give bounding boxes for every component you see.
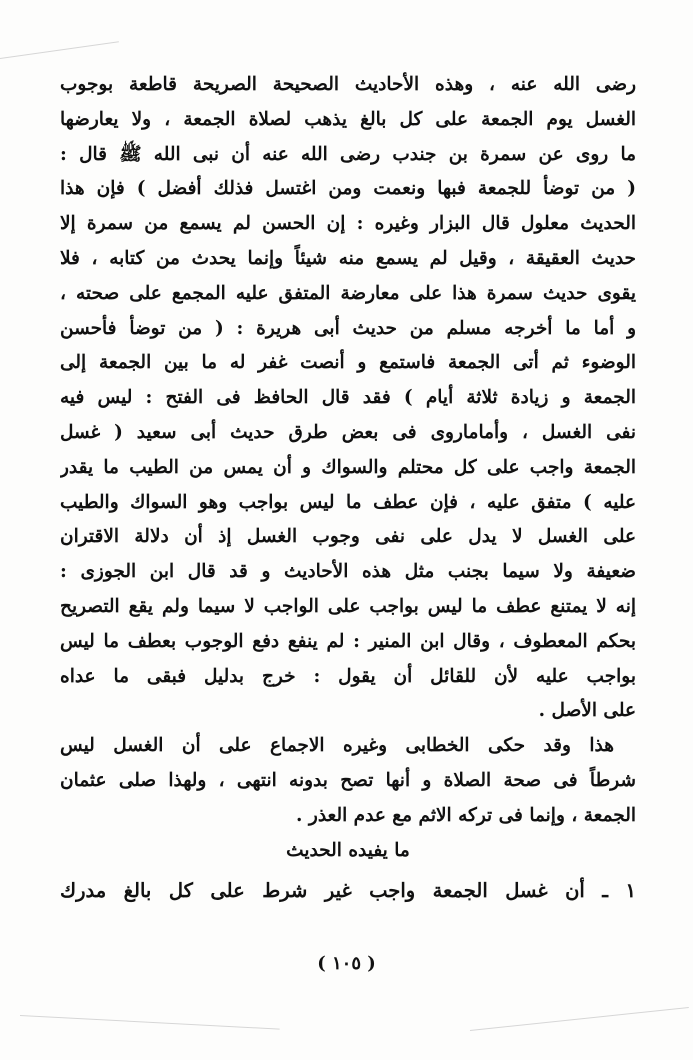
text-line: رضى الله عنه ، وهذه الأحاديث الصحيحة الصريحة قاطعة بوجوب: [60, 74, 636, 95]
text-line: يقوى حديث سمرة هذا على معارضة المتفق عليه المجمع على صحته ،: [60, 282, 636, 304]
text-line: نفى الغسل ، وأماماروى فى بعض طرق حديث أبى سعيد ( غسل: [60, 421, 636, 443]
text-line: بواجب عليه لأن للقائل أن يقول : خرج بدليل فبقى ما عداه: [60, 665, 636, 687]
text-line: على الأصل .: [538, 700, 636, 722]
text-line: شرطاً فى صحة الصلاة و أنها تصح بدونه انتهى ، ولهذا صلى عثمان: [60, 769, 636, 791]
text-line: الغسل يوم الجمعة على كل بالغ يذهب لصلاة الجمعة ، ولا يعارضها: [60, 108, 636, 130]
text-line: ما روى عن سمرة بن جندب رضى الله عنه أن نبى الله ﷺ قال :: [60, 143, 636, 165]
text-line: ( من توضأ للجمعة فبها ونعمت ومن اغتسل فذلك أفضل ) فإن هذا: [60, 178, 636, 200]
text-line: إنه لا يمتنع عطف ما ليس بواجب على الواجب لا سيما ولم يقع التصريح: [60, 595, 636, 617]
numbered-item: ١ ـ أن غسل الجمعة واجب غير شرط على كل بالغ مدرك: [60, 879, 636, 903]
text-line: ضعيفة ولا سيما بجنب مثل هذه الأحاديث و قد قال ابن الجوزى :: [60, 561, 636, 583]
text-line: عليه ) متفق عليه ، فإن عطف ما ليس بواجب وهو السواك والطيب: [60, 491, 636, 513]
page-number: ( ١٠٥ ): [317, 953, 376, 974]
text-line: على الغسل لا يدل على نفى وجوب الغسل إذ أن دلالة الاقتران: [60, 526, 636, 548]
page-text: [60, 68, 636, 909]
scan-artifact-line: [20, 1015, 280, 1030]
text-line: هذا وقد حكى الخطابى وغيره الاجماع على أن الغسل ليس: [60, 735, 614, 757]
text-line: الجمعة ، وإنما فى تركه الاثم مع عدم العذر .: [296, 804, 636, 826]
text-line: بحكم المعطوف ، وقال ابن المنير : لم ينفع دفع الوجوب بعطف ما ليس: [60, 630, 636, 652]
text-line: الوضوء ثم أتى الجمعة فاستمع و أنصت غفر له ما بين الجمعة إلى: [60, 352, 636, 374]
text-line: حديث العقيقة ، وقيل لم يسمع منه شيئاً وإنما يحدث من كتابه ، فلا: [60, 247, 636, 269]
text-line: الجمعة و زيادة ثلاثة أيام ) فقد قال الحافظ فى الفتح : ليس فيه: [60, 387, 636, 409]
scan-artifact-line: [0, 41, 119, 59]
text-line: الجمعة واجب على كل محتلم والسواك و أن يمس من الطيب ما يقدر: [60, 456, 636, 478]
scan-artifact-line: [470, 1007, 689, 1031]
text-line: و أما ما أخرجه مسلم من حديث أبى هريرة : ( من توضأ فأحسن: [60, 317, 636, 339]
text-line: الحديث معلول قال البزار وغيره : إن الحسن لم يسمع من سمرة إلا: [60, 213, 636, 235]
section-heading: ما يفيده الحديث: [286, 839, 410, 861]
